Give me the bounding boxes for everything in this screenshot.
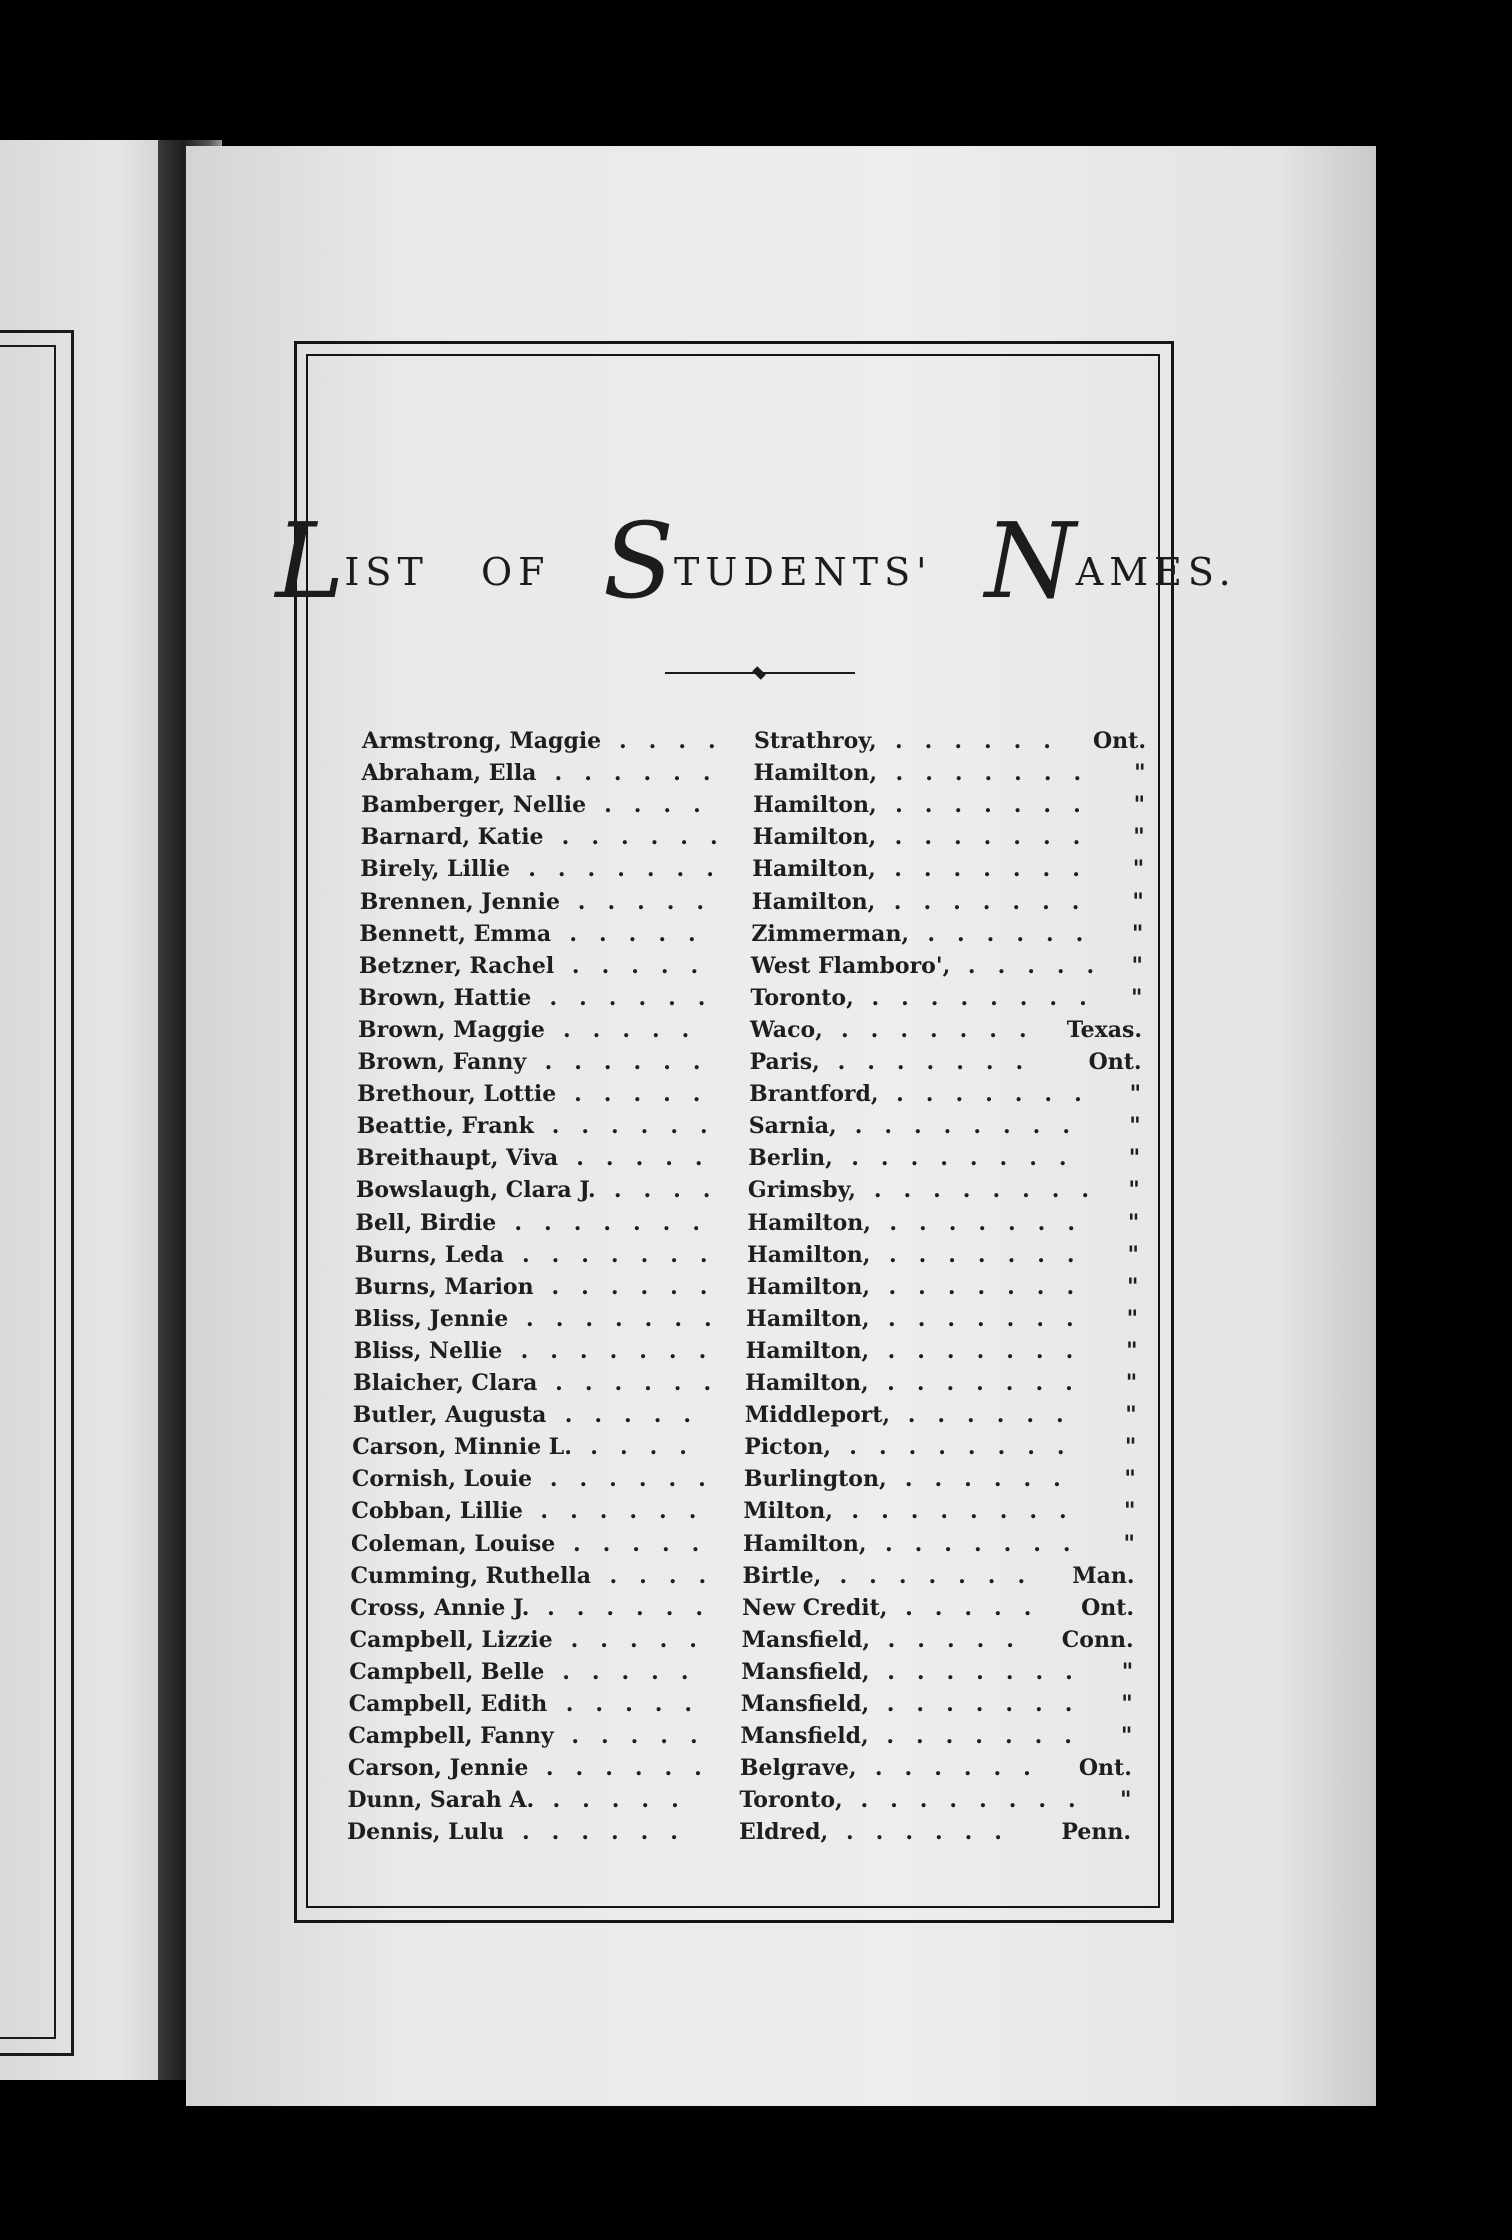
student-region: " — [1134, 760, 1146, 787]
student-town: Strathroy, — [754, 728, 877, 754]
leader-dots: ..... — [571, 952, 721, 979]
list-item — [360, 889, 1144, 921]
leader-dots: ....... — [521, 1241, 730, 1268]
student-town: Hamilton, — [752, 856, 876, 883]
student-town: Middleport, — [744, 1402, 891, 1429]
student-name: Cross, Annie J. — [350, 1594, 530, 1621]
student-town: Grimsby, — [747, 1177, 856, 1204]
list-item — [357, 1081, 1141, 1113]
leader-dots: ....... — [887, 1658, 1095, 1685]
leader-dots: ....... — [895, 760, 1104, 787]
list-item — [350, 1595, 1134, 1627]
student-name: Breithaupt, Viva — [356, 1145, 559, 1172]
leader-dots: ....... — [888, 1273, 1097, 1300]
list-item — [351, 1563, 1135, 1595]
student-region: " — [1131, 984, 1143, 1011]
leader-dots: ...... — [544, 1049, 723, 1075]
leader-dots: ...... — [547, 1594, 726, 1621]
student-name: Campbell, Fanny — [348, 1723, 554, 1750]
list-item — [358, 1017, 1142, 1049]
student-town: West Flamboro', — [750, 952, 951, 979]
leader-dots: ...... — [540, 1498, 719, 1525]
student-town: Mansfield, — [740, 1691, 870, 1717]
leader-dots: ........ — [851, 1145, 1089, 1172]
leader-dots: ....... — [884, 1530, 1093, 1557]
leader-dots: ........ — [854, 1113, 1092, 1140]
student-town: Birtle, — [742, 1562, 822, 1589]
leader-dots: ...... — [549, 1466, 728, 1493]
student-town: Hamilton, — [746, 1305, 870, 1332]
student-region: " — [1133, 824, 1145, 851]
leader-dots: ..... — [967, 952, 1117, 979]
list-item — [356, 1177, 1140, 1209]
list-item — [361, 824, 1145, 856]
leader-dots: .... — [613, 1177, 733, 1204]
student-region: " — [1119, 1787, 1132, 1814]
student-region: " — [1132, 888, 1144, 915]
leader-dots: ....... — [894, 824, 1103, 851]
list-item — [354, 1306, 1138, 1338]
student-region: " — [1127, 1241, 1139, 1268]
leader-dots: ...... — [549, 984, 728, 1011]
student-town: Milton, — [743, 1498, 833, 1525]
list-item — [352, 1466, 1136, 1498]
student-town: Hamilton, — [745, 1370, 869, 1396]
leader-dots: ..... — [562, 1658, 711, 1685]
leader-dots: ..... — [571, 1723, 720, 1750]
leader-dots: ...... — [551, 1113, 730, 1140]
student-region: " — [1123, 1530, 1135, 1557]
student-name: Campbell, Belle — [349, 1658, 545, 1685]
student-name: Brennen, Jennie — [359, 888, 561, 915]
list-item — [349, 1691, 1133, 1723]
leader-dots: ........ — [860, 1787, 1098, 1814]
student-name: Campbell, Edith — [348, 1691, 548, 1717]
leader-dots: ....... — [841, 1016, 1049, 1043]
leader-dots: ..... — [576, 1145, 725, 1172]
student-name: Bliss, Jennie — [354, 1305, 509, 1332]
student-region: " — [1121, 1691, 1133, 1717]
list-item — [356, 1145, 1140, 1177]
leader-dots: ....... — [894, 856, 1102, 883]
student-region: " — [1126, 1305, 1139, 1332]
student-region: Texas. — [1066, 1016, 1143, 1043]
student-town: Mansfield, — [740, 1723, 869, 1750]
student-region: Ont. — [1093, 728, 1146, 754]
leader-dots: .... — [604, 792, 723, 819]
student-town: Hamilton, — [745, 1337, 870, 1364]
student-name: Dunn, Sarah A. — [347, 1787, 535, 1814]
leader-dots: ...... — [522, 1819, 700, 1846]
list-item — [347, 1787, 1131, 1819]
student-name: Carson, Minnie L. — [352, 1434, 572, 1461]
leader-dots: ........ — [851, 1498, 1089, 1525]
student-name: Bell, Birdie — [355, 1209, 497, 1236]
list-item — [347, 1819, 1131, 1851]
student-town: Belgrave, — [739, 1755, 857, 1782]
leader-dots: ....... — [889, 1209, 1097, 1236]
student-name: Brown, Maggie — [358, 1016, 545, 1043]
list-item — [358, 985, 1142, 1017]
student-region: " — [1123, 1498, 1136, 1525]
student-name: Cornish, Louie — [351, 1466, 533, 1493]
title-word-names: AMES. — [1075, 550, 1237, 594]
list-item — [348, 1755, 1132, 1787]
student-town: New Credit, — [742, 1594, 888, 1621]
leader-dots: ....... — [888, 1241, 1097, 1268]
leader-dots: ........ — [849, 1434, 1087, 1461]
list-item — [355, 1242, 1139, 1274]
list-item — [351, 1531, 1135, 1563]
list-item — [360, 856, 1144, 888]
student-name: Barnard, Katie — [360, 824, 544, 851]
title-word-students: TUDENTS' — [673, 550, 933, 594]
student-region: Conn. — [1061, 1626, 1134, 1653]
student-name: Blaicher, Clara — [353, 1370, 538, 1396]
student-region: Man. — [1072, 1562, 1135, 1589]
leader-dots: ...... — [545, 1755, 724, 1782]
leader-dots: ........ — [873, 1177, 1112, 1204]
student-town: Berlin, — [748, 1145, 833, 1172]
student-name: Cobban, Lillie — [351, 1498, 523, 1525]
student-name: Dennis, Lulu — [347, 1819, 504, 1846]
leader-dots: ........ — [871, 984, 1109, 1011]
leader-dots: .... — [609, 1562, 729, 1589]
leader-dots: ....... — [886, 1691, 1095, 1717]
student-region: " — [1129, 1113, 1141, 1140]
list-item — [348, 1723, 1132, 1755]
student-name: Bliss, Nellie — [353, 1337, 503, 1364]
student-town: Hamilton, — [752, 824, 877, 851]
leader-dots: ....... — [887, 1370, 1095, 1396]
leader-dots: ....... — [514, 1209, 722, 1236]
leader-dots: ....... — [886, 1723, 1094, 1750]
leader-dots: ...... — [555, 1370, 734, 1396]
student-region: " — [1133, 792, 1146, 819]
student-name: Bamberger, Nellie — [361, 792, 587, 819]
student-town: Picton, — [744, 1434, 832, 1461]
title-initial-l: L — [275, 500, 345, 622]
student-town: Hamilton, — [753, 760, 878, 787]
student-name: Campbell, Lizzie — [349, 1626, 553, 1653]
leader-dots: ....... — [528, 856, 736, 883]
list-item — [362, 728, 1146, 760]
student-region: " — [1127, 1273, 1139, 1300]
leader-dots: ...... — [846, 1819, 1024, 1846]
student-region: " — [1124, 1466, 1136, 1493]
leader-dots: ...... — [551, 1273, 730, 1300]
student-town: Sarnia, — [748, 1113, 837, 1140]
list-item — [354, 1338, 1138, 1370]
student-region: Ont. — [1078, 1755, 1132, 1782]
student-town: Paris, — [749, 1049, 820, 1075]
student-region: " — [1126, 1337, 1138, 1364]
list-item — [351, 1498, 1135, 1530]
student-name: Carson, Jennie — [347, 1755, 529, 1782]
leader-dots: ...... — [874, 1755, 1053, 1782]
leader-dots: .... — [619, 728, 738, 754]
student-name: Butler, Augusta — [352, 1402, 547, 1429]
title-word-of: OF — [480, 550, 551, 594]
leader-dots: ..... — [552, 1787, 701, 1814]
leader-dots: ..... — [574, 1081, 723, 1108]
student-region: " — [1125, 1370, 1138, 1396]
student-region: " — [1125, 1402, 1137, 1429]
student-region: " — [1124, 1434, 1137, 1461]
leader-dots: ...... — [554, 760, 733, 787]
student-name: Bennett, Emma — [359, 920, 552, 947]
student-town: Waco, — [750, 1016, 823, 1043]
leader-dots: ..... — [570, 1626, 719, 1653]
list-item — [353, 1402, 1137, 1434]
student-town: Eldred, — [739, 1819, 829, 1846]
student-name: Burns, Marion — [354, 1273, 534, 1300]
student-region: " — [1131, 952, 1143, 979]
leader-dots: ..... — [564, 1402, 714, 1429]
student-name: Coleman, Louise — [350, 1530, 556, 1557]
student-town: Mansfield, — [741, 1658, 870, 1685]
student-town: Hamilton, — [746, 1241, 871, 1268]
student-town: Hamilton, — [751, 888, 876, 915]
title-word-list: IST — [344, 550, 429, 594]
student-town: Hamilton, — [742, 1530, 867, 1557]
list-item — [358, 1049, 1142, 1081]
student-town: Brantford, — [749, 1081, 879, 1108]
leader-dots: ..... — [563, 1016, 712, 1043]
student-name: Armstrong, Maggie — [362, 728, 602, 754]
student-region: " — [1128, 1145, 1141, 1172]
student-name: Brown, Hattie — [358, 984, 532, 1011]
list-item — [350, 1627, 1134, 1659]
leader-dots: ....... — [520, 1337, 729, 1364]
student-region: " — [1121, 1658, 1134, 1685]
list-item — [352, 1434, 1136, 1466]
student-region: " — [1131, 920, 1144, 947]
student-town: Toronto, — [739, 1787, 843, 1814]
leader-dots: ....... — [839, 1562, 1048, 1589]
list-item — [357, 1113, 1141, 1145]
student-town: Zimmerman, — [751, 920, 910, 947]
student-name: Bowslaugh, Clara J. — [355, 1177, 596, 1204]
student-town: Hamilton, — [753, 792, 877, 819]
student-town: Hamilton, — [746, 1273, 871, 1300]
leader-dots: ....... — [895, 792, 1103, 819]
leader-dots: ..... — [577, 888, 727, 915]
leader-dots: ....... — [888, 1305, 1096, 1332]
leader-dots: ....... — [887, 1337, 1096, 1364]
list-item — [359, 953, 1143, 985]
list-item — [349, 1659, 1133, 1691]
list-item — [359, 921, 1143, 953]
student-town: Hamilton, — [747, 1209, 871, 1236]
student-name: Birely, Lillie — [360, 856, 511, 883]
student-name: Betzner, Rachel — [358, 952, 555, 979]
student-region: " — [1120, 1723, 1133, 1750]
leader-dots: ....... — [526, 1305, 734, 1332]
student-name: Brethour, Lottie — [357, 1081, 557, 1108]
student-region: " — [1128, 1177, 1140, 1204]
list-item — [361, 792, 1145, 824]
student-region: Ont. — [1081, 1594, 1135, 1621]
leader-dots: ....... — [893, 888, 1102, 915]
student-town: Mansfield, — [741, 1626, 871, 1653]
student-name: Beattie, Frank — [356, 1113, 534, 1140]
list-item — [362, 760, 1146, 792]
student-name: Cumming, Ruthella — [350, 1562, 592, 1589]
student-region: " — [1132, 856, 1145, 883]
leader-dots: ...... — [927, 920, 1106, 947]
leader-dots: ...... — [904, 1466, 1083, 1493]
student-name: Abraham, Ella — [361, 760, 537, 787]
leader-dots: ..... — [565, 1691, 715, 1717]
leader-dots: ..... — [905, 1594, 1054, 1621]
list-item — [355, 1210, 1139, 1242]
leader-dots: ....... — [837, 1049, 1046, 1075]
title-initial-n: N — [984, 500, 1076, 622]
leader-dots: ..... — [572, 1530, 722, 1557]
student-region: Ont. — [1088, 1049, 1142, 1075]
leader-dots: ...... — [561, 824, 740, 851]
student-town: Burlington, — [743, 1466, 887, 1493]
student-region: Penn. — [1061, 1819, 1131, 1846]
leader-dots: ..... — [569, 920, 718, 947]
title-initial-s: S — [602, 500, 674, 622]
list-item — [355, 1274, 1139, 1306]
leader-dots: ..... — [887, 1626, 1036, 1653]
student-name: Burns, Leda — [354, 1241, 504, 1268]
leader-dots: ...... — [895, 728, 1073, 754]
leader-dots: .... — [590, 1434, 709, 1461]
student-town: Toronto, — [750, 984, 854, 1011]
list-item — [353, 1370, 1137, 1402]
student-name: Brown, Fanny — [357, 1049, 527, 1075]
student-region: " — [1127, 1209, 1140, 1236]
student-region: " — [1129, 1081, 1142, 1108]
leader-dots: ....... — [896, 1081, 1104, 1108]
leader-dots: ...... — [907, 1402, 1086, 1429]
